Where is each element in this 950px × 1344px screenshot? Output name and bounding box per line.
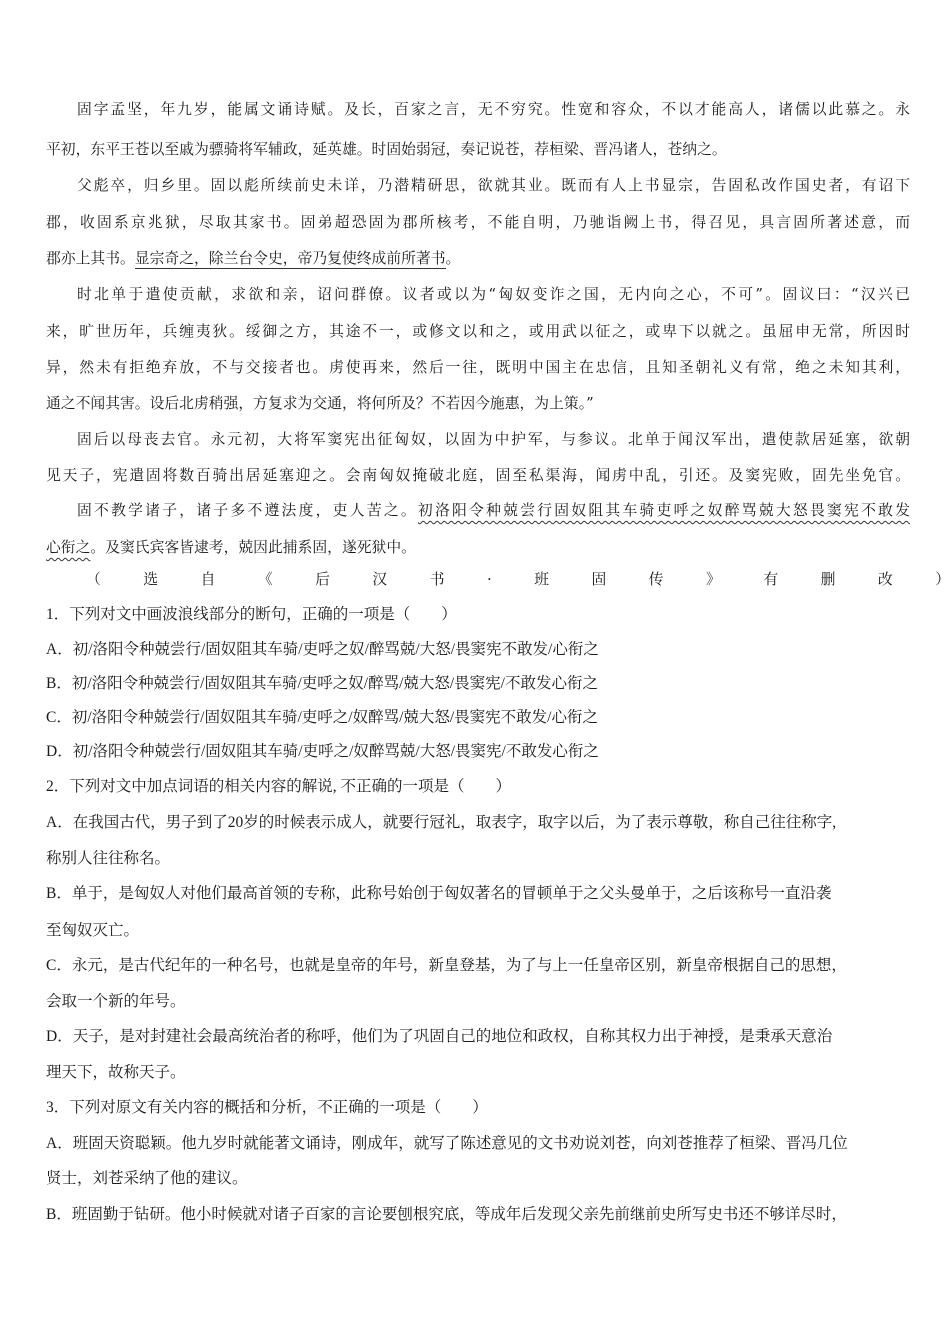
question-2-option-c: C．永元，是古代纪年的一种名号，也就是皇帝的年号，新皇登基，为了与上一任皇帝区别，新皇帝根据自己的思想， (46, 957, 847, 974)
passage-text: 郡亦上其书。 (46, 250, 135, 267)
underlined-sentence: 显宗奇之，除兰台令史，帝乃复使终成前所著书 (134, 250, 446, 267)
passage-line: 异，然未有拒绝弃放，不与交接者也。虏使再来，然后一往，既明中国主在忠信，且知圣朝礼义有常，绝之未知其利， (46, 359, 910, 376)
passage-line: 固后以母丧去官。永元初，大将军窦宪出征匈奴，以固为中护军，与参议。北单于闻汉军出，遣使款居延塞，欲朝 (77, 431, 910, 448)
passage-line (46, 536, 910, 560)
question-2-option-b-cont: 至匈奴灭亡。 (46, 922, 140, 939)
question-2-option-a-cont: 称别人往往称名。 (46, 850, 171, 867)
passage-text: 。 (445, 250, 461, 267)
question-2-stem: 2．下列对文中加点词语的相关内容的解说, 不正确的一项是（ ） (46, 778, 512, 795)
question-2-option-a: A．在我国古代，男子到了20岁的时候表示成人，就要行冠礼，取表字，取字以后，为了表示尊敬，称自己往往称字, (46, 814, 837, 831)
question-1-option-a: A．初/洛阳令种兢尝行/固奴阻其车骑/吏呼之奴/醉骂兢/大怒/畏窦宪不敢发/心衔之 (46, 641, 599, 658)
passage-line: 见天子，宪遣固将数百骑出居延塞迎之。会南匈奴掩破北庭，固至私渠海，闻虏中乱，引还。及窦宪败，固先坐免官。 (46, 467, 910, 484)
question-3-stem: 3．下列对原文有关内容的概括和分析，不正确的一项是（ ） (46, 1099, 488, 1116)
passage-line: 来，旷世历年，兵缠夷狄。绥御之方，其途不一，或修文以和之，或用武以征之，或卑下以就之。虽屈申无常，所因时 (46, 323, 910, 340)
passage-text: 固不教学诸子，诸子多不遵法度，吏人苦之。 (77, 502, 418, 519)
question-2-option-c-cont: 会取一个新的年号。 (46, 993, 186, 1010)
question-3-option-b: B．班固勤于钻研。他小时候就对诸子百家的言论要刨根究底，等成年后发现父亲先前继前史所写史书还不够详尽时， (46, 1206, 847, 1223)
question-2-option-b: B．单于，是匈奴人对他们最高首领的专称，此称号始创于匈奴著名的冒顿单于之父头曼单于，之后该称号一直沿袭 (46, 885, 832, 902)
wavy-underlined-text: 心衔之 (46, 539, 91, 556)
passage-line: 固字孟坚，年九岁，能属文诵诗赋。及长，百家之言，无不穷究。性宽和容众，不以才能高人，诸儒以此慕之。永 (77, 101, 910, 118)
passage-line (46, 499, 910, 523)
passage-text: 。及窦氏宾客皆逮考，兢因此捕系固，遂死狱中。 (90, 539, 416, 556)
passage-line: 父彪卒，归乡里。固以彪所续前史未详，乃潜精研思，欲就其业。既而有人上书显宗，告固私改作国史者，有诏下 (77, 177, 910, 194)
passage-line: 通之不闻其害。设后北虏稍强，方复求为交通，将何所及？不若因今施惠，为上策。” (46, 395, 594, 412)
question-2-option-d: D．天子，是对封建社会最高统治者的称呼，他们为了巩固自己的地位和政权，自称其权力出于神授，是秉承天意治 (46, 1028, 833, 1045)
question-2-option-d-cont: 理天下，故称天子。 (46, 1064, 186, 1081)
wavy-underlined-text: 初洛阳令种兢尝行固奴阻其车骑吏呼之奴醉骂兢大怒畏窦宪不敢发 (417, 502, 910, 519)
source-citation: （选自《后汉书·班固传》有删改） (86, 571, 950, 588)
question-3-option-a: A．班固天资聪颖。他九岁时就能著文诵诗，刚成年，就写了陈述意见的文书劝说刘苍，向刘苍推荐了桓梁、晋冯几位 (46, 1135, 848, 1152)
question-1-option-b: B．初/洛阳令种兢尝行/固奴阻其车骑/吏呼之奴/醉骂/兢大怒/畏窦宪/不敢发心衔之 (46, 675, 598, 692)
question-1-option-d: D．初/洛阳令种兢尝行/固奴阻其车骑/吏呼之/奴醉骂兢/大怒/畏窦宪/不敢发心衔之 (46, 743, 599, 760)
passage-line: 郡，收固系京兆狱，尽取其家书。固弟超恐固为郡所核考，不能自明，乃驰诣阙上书，得召见，具言固所著述意，而 (46, 214, 910, 231)
passage-line: 平初，东平王苍以至戚为骠骑将军辅政，延英雄。时固始弱冠，奏记说苍，荐桓梁、晋冯诸人，苍纳之。 (46, 141, 727, 158)
passage-line: 时北单于遣使贡献，求欲和亲，诏问群僚。议者或以为“匈奴变诈之国，无内向之心，不可”。固议曰：“汉兴已 (77, 286, 910, 303)
passage-line (46, 247, 910, 271)
question-3-option-a-cont: 贤士，刘苍采纳了他的建议。 (46, 1170, 248, 1187)
question-1-stem: 1．下列对文中画波浪线部分的断句，正确的一项是（ ） (46, 606, 457, 623)
question-1-option-c: C．初/洛阳令种兢尝行/固奴阻其车骑/吏呼之/奴醉骂/兢大怒/畏窦宪不敢发/心衔之 (46, 709, 598, 726)
